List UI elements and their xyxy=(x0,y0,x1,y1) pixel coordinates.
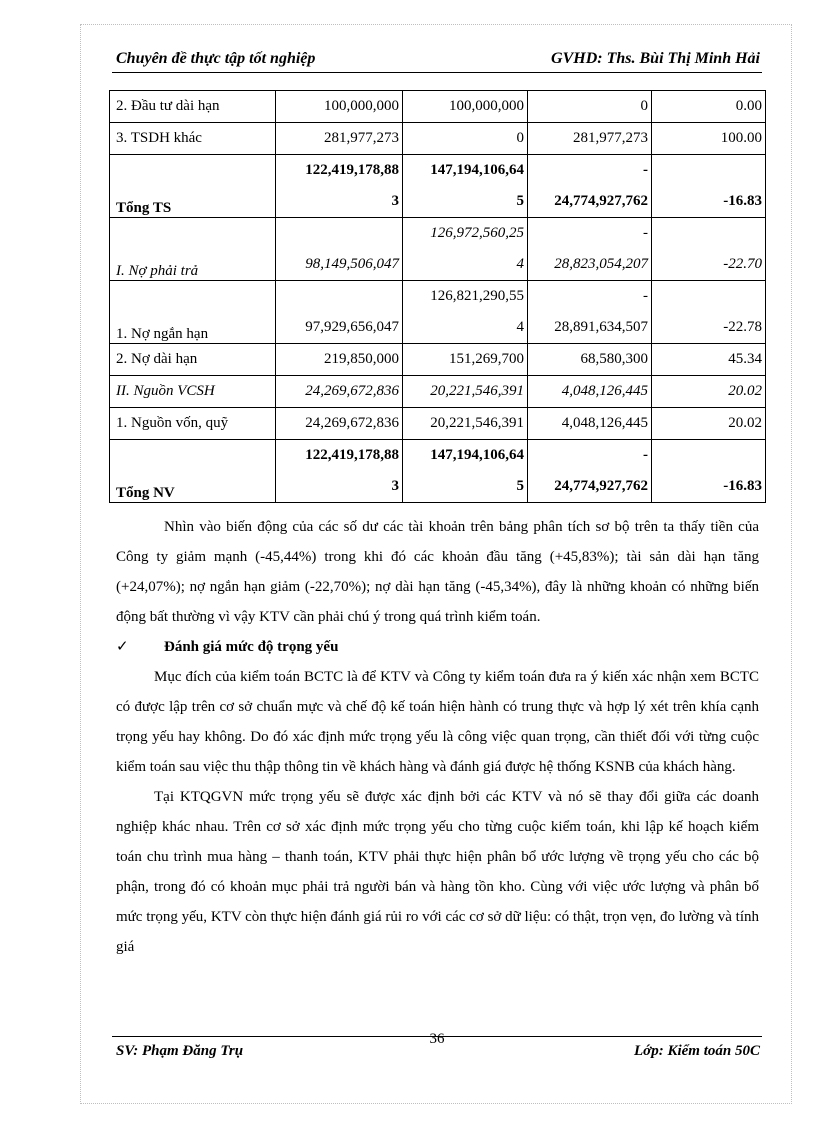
row-label: 3. TSDH khác xyxy=(110,123,276,155)
cell-c1: 98,149,506,047 xyxy=(276,218,403,281)
balance-sheet-table xyxy=(109,90,766,503)
body-text xyxy=(116,512,759,962)
table-row xyxy=(110,123,766,155)
cell-c3: - 24,774,927,762 xyxy=(528,440,652,503)
table-row xyxy=(110,218,766,281)
cell-percent: -16.83 xyxy=(652,155,766,218)
cell-c2: 20,221,546,391 xyxy=(403,376,528,408)
cell-c1: 122,419,178,88 3 xyxy=(276,440,403,503)
cell-c3: 0 xyxy=(528,91,652,123)
cell-c3: - 28,891,634,507 xyxy=(528,281,652,344)
table-row xyxy=(110,376,766,408)
row-label: Tổng TS xyxy=(110,155,276,218)
cell-c2: 126,972,560,25 4 xyxy=(403,218,528,281)
cell-c2: 151,269,700 xyxy=(403,344,528,376)
cell-c2: 126,821,290,55 4 xyxy=(403,281,528,344)
table-row xyxy=(110,91,766,123)
paragraph-materiality: Tại KTQGVN mức trọng yếu sẽ được xác định bởi các KTV và nó sẽ thay đổi giữa các doanh nghiệp khác nhau. Trên cơ sở xác định mức trọng yếu cho từng cuộc kiểm toán, khi lập kế hoạch kiểm toán chu trình mua hàng – thanh toán, KTV phải thực hiện phân bổ ước lượng về trọng yếu cho các bộ phận, trong đó có khoản mục phải trả người bán và hàng tồn kho. Cùng với việc ước lượng và phân bổ mức trọng yếu, KTV còn thực hiện đánh giá rủi ro với các cơ sở dữ liệu: có thật, trọn vẹn, đo lường và tính giá xyxy=(116,789,759,955)
row-label: 1. Nguồn vốn, quỹ xyxy=(110,408,276,440)
cell-percent: -22.78 xyxy=(652,281,766,344)
cell-c1: 281,977,273 xyxy=(276,123,403,155)
row-label: Tổng NV xyxy=(110,440,276,503)
footer-class: Lớp: Kiểm toán 50C xyxy=(634,1043,760,1059)
checkmark-icon: ✓ xyxy=(116,639,129,655)
table-row xyxy=(110,155,766,218)
cell-c2: 20,221,546,391 xyxy=(403,408,528,440)
cell-percent: 20.02 xyxy=(652,376,766,408)
cell-c3: 4,048,126,445 xyxy=(528,376,652,408)
row-label: 1. Nợ ngắn hạn xyxy=(110,281,276,344)
row-label: 2. Đầu tư dài hạn xyxy=(110,91,276,123)
cell-c3: - 28,823,054,207 xyxy=(528,218,652,281)
page-header xyxy=(112,46,762,73)
cell-percent: 45.34 xyxy=(652,344,766,376)
cell-c1: 219,850,000 xyxy=(276,344,403,376)
cell-percent: -22.70 xyxy=(652,218,766,281)
table-row xyxy=(110,344,766,376)
section-heading-text: Đánh giá mức độ trọng yếu xyxy=(164,639,339,655)
cell-percent: 100.00 xyxy=(652,123,766,155)
cell-c3: 68,580,300 xyxy=(528,344,652,376)
cell-c1: 24,269,672,836 xyxy=(276,376,403,408)
paragraph-analysis: Nhìn vào biến động của các số dư các tài khoản trên bảng phân tích sơ bộ trên ta thấy tiền của Công ty giảm mạnh (-45,44%) trong khi đó các khoản đầu tăng (+45,83%); tài sản dài hạn tăng (+24,07%); nợ ngắn hạn giảm (-22,70%); nợ dài hạn tăng (-45,34%), đây là những khoản có những biến động bất thường vì vậy KTV cần phải chú ý trong quá trình kiểm toán. xyxy=(116,519,759,625)
cell-percent: 0.00 xyxy=(652,91,766,123)
cell-percent: -16.83 xyxy=(652,440,766,503)
page-number: 36 xyxy=(429,1031,445,1047)
cell-c1: 24,269,672,836 xyxy=(276,408,403,440)
cell-c1: 97,929,656,047 xyxy=(276,281,403,344)
header-title: Chuyên đề thực tập tốt nghiệp xyxy=(116,50,316,67)
cell-c3: - 24,774,927,762 xyxy=(528,155,652,218)
cell-c3: 4,048,126,445 xyxy=(528,408,652,440)
header-advisor: GVHD: Ths. Bùi Thị Minh Hải xyxy=(551,50,760,67)
cell-c2: 147,194,106,64 5 xyxy=(403,440,528,503)
cell-percent: 20.02 xyxy=(652,408,766,440)
cell-c2: 100,000,000 xyxy=(403,91,528,123)
footer-student: SV: Phạm Đăng Trụ xyxy=(116,1043,244,1059)
cell-c2: 147,194,106,64 5 xyxy=(403,155,528,218)
table-row xyxy=(110,408,766,440)
paragraph-purpose: Mục đích của kiểm toán BCTC là để KTV và Công ty kiểm toán đưa ra ý kiến xác nhận xem BCTC có được lập trên cơ sở chuẩn mực và chế độ kế toán hiện hành có trung thực và hợp lý xét trên khía cạnh trọng yếu hay không. Do đó xác định mức trọng yếu là công việc quan trọng, cần thiết đối với từng cuộc kiểm toán sau việc thu thập thông tin về khách hàng và đánh giá được hệ thống KSNB của khách hàng. xyxy=(116,669,759,775)
page-footer xyxy=(112,1031,762,1067)
cell-c2: 0 xyxy=(403,123,528,155)
cell-c1: 122,419,178,88 3 xyxy=(276,155,403,218)
row-label: 2. Nợ dài hạn xyxy=(110,344,276,376)
cell-c1: 100,000,000 xyxy=(276,91,403,123)
row-label: II. Nguồn VCSH xyxy=(110,376,276,408)
table-row xyxy=(110,440,766,503)
row-label: I. Nợ phải trả xyxy=(110,218,276,281)
table-row xyxy=(110,281,766,344)
cell-c3: 281,977,273 xyxy=(528,123,652,155)
section-heading xyxy=(116,632,759,662)
